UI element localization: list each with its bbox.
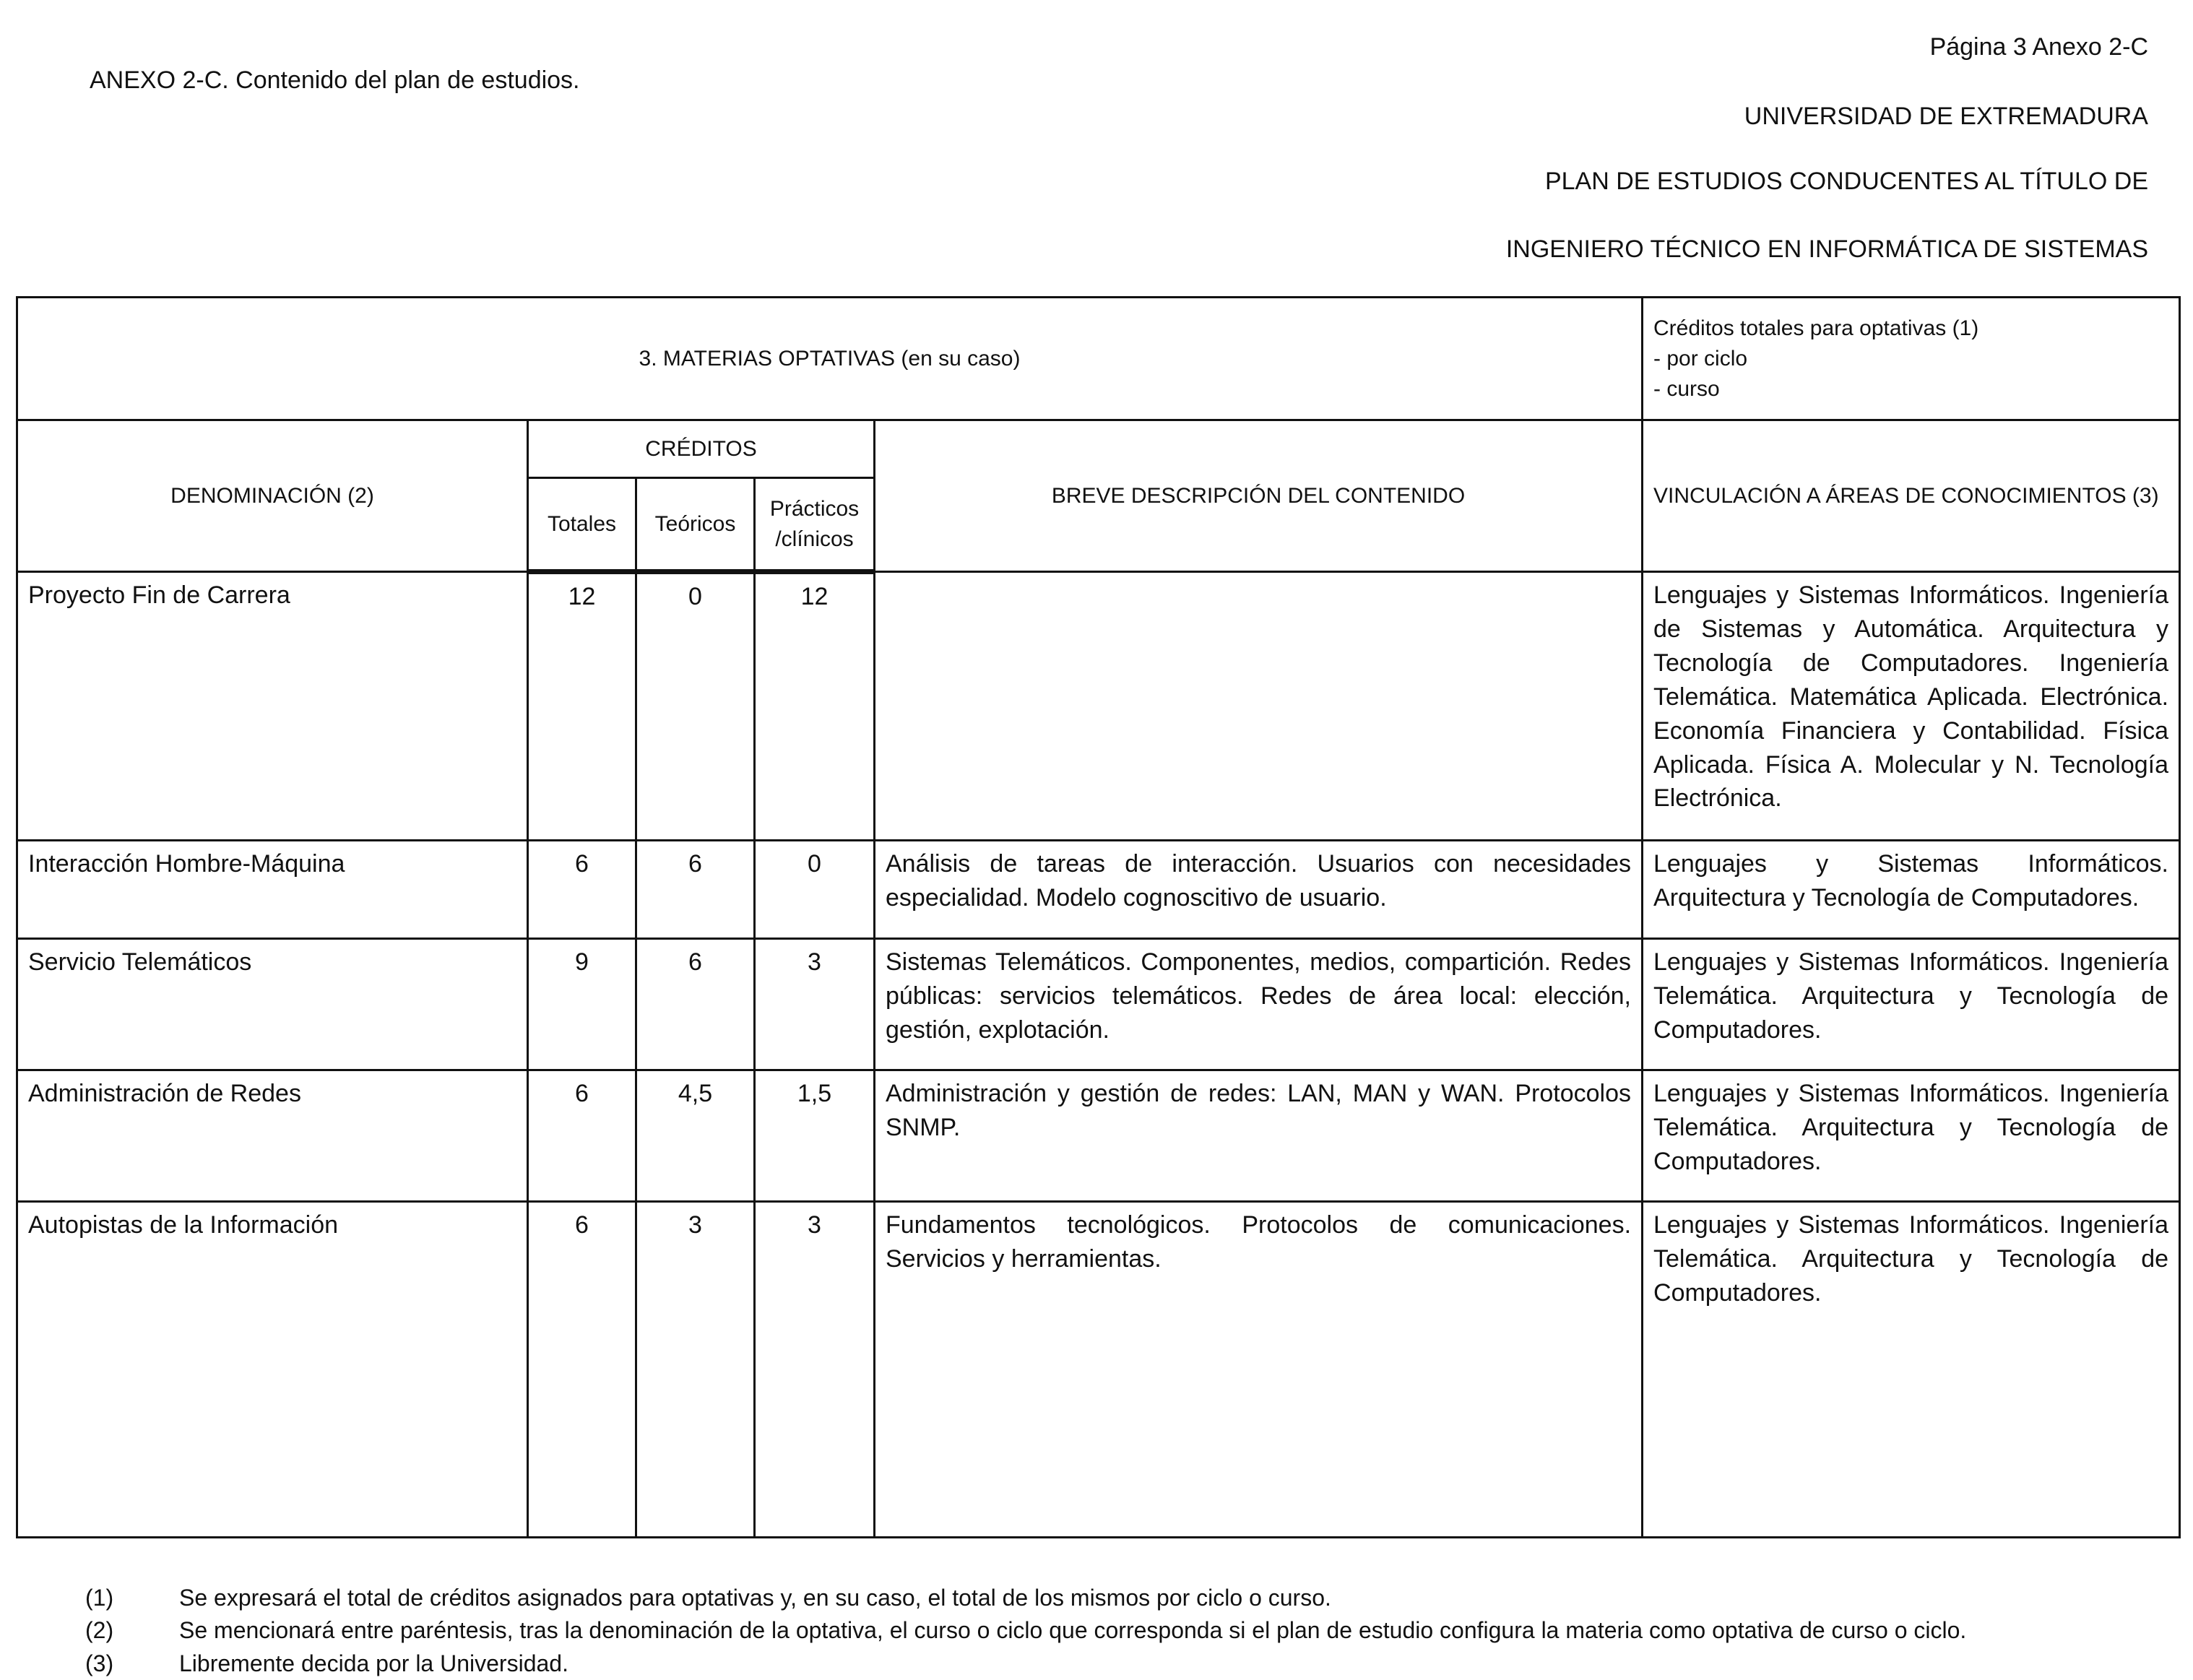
col-teoricos: Teóricos bbox=[636, 478, 755, 572]
table-row bbox=[17, 1070, 2180, 1202]
section-header-row bbox=[17, 298, 2180, 420]
credits-practical: 3 bbox=[755, 1202, 875, 1538]
totals-box-line: Créditos totales para optativas (1) bbox=[1653, 316, 1979, 340]
col-practicos-line1: Prácticos bbox=[769, 497, 860, 521]
footnote bbox=[85, 1582, 1966, 1614]
content-description: Análisis de tareas de interacción. Usuarios con necesidades especialidad. Modelo cognoscitivo de usuario. bbox=[875, 841, 1643, 939]
table-row bbox=[17, 841, 2180, 939]
annex-label: ANEXO 2-C. Contenido del plan de estudios. bbox=[90, 66, 580, 94]
table-row bbox=[17, 572, 2180, 841]
col-vinculacion: VINCULACIÓN A ÁREAS DE CONOCIMIENTOS (3) bbox=[1643, 420, 2180, 572]
column-header-row bbox=[17, 420, 2180, 478]
footnote-text: Se mencionará entre paréntesis, tras la denominación de la optativa, el curso o ciclo que corresponda si el plan de estudio configura la materia como optativa de curso o ciclo. bbox=[179, 1617, 1967, 1644]
footnote-text: Se expresará el total de créditos asignados para optativas y, en su caso, el total de los mismos por ciclo o curso. bbox=[179, 1585, 1331, 1611]
subject-name: Interacción Hombre-Máquina bbox=[17, 841, 528, 939]
subject-name: Proyecto Fin de Carrera bbox=[17, 572, 528, 841]
footnote bbox=[85, 1647, 1966, 1680]
credits-practical: 1,5 bbox=[755, 1070, 875, 1202]
footnotes bbox=[85, 1582, 1966, 1680]
knowledge-areas: Lenguajes y Sistemas Informáticos. Ingeniería Telemática. Arquitectura y Tecnología de Computadores. bbox=[1643, 1070, 2180, 1202]
credits-total: 6 bbox=[528, 1202, 636, 1538]
knowledge-areas: Lenguajes y Sistemas Informáticos. Ingeniería de Sistemas y Automática. Arquitectura y Tecnología de Computadores. Ingeniería Telemática. Matemática Aplicada. Electrónica. Economía Financiera y Contabilidad. Física Aplicada. Física A. Molecular y N. Tecnología Electrónica. bbox=[1643, 572, 2180, 841]
subject-name: Autopistas de la Información bbox=[17, 1202, 528, 1538]
content-description bbox=[875, 572, 1643, 841]
footnote-text: Libremente decida por la Universidad. bbox=[179, 1650, 568, 1676]
col-totales: Totales bbox=[528, 478, 636, 572]
knowledge-areas: Lenguajes y Sistemas Informáticos. Ingeniería Telemática. Arquitectura y Tecnología de Computadores. bbox=[1643, 939, 2180, 1070]
content-description: Sistemas Telemáticos. Componentes, medios, compartición. Redes públicas: servicios telemáticos. Redes de área local: elección, gestión, explotación. bbox=[875, 939, 1643, 1070]
knowledge-areas: Lenguajes y Sistemas Informáticos. Ingeniería Telemática. Arquitectura y Tecnología de Computadores. bbox=[1643, 1202, 2180, 1538]
credits-practical: 3 bbox=[755, 939, 875, 1070]
knowledge-areas: Lenguajes y Sistemas Informáticos. Arquitectura y Tecnología de Computadores. bbox=[1643, 841, 2180, 939]
credits-practical: 12 bbox=[755, 572, 875, 841]
credits-practical: 0 bbox=[755, 841, 875, 939]
footnote bbox=[85, 1614, 1966, 1647]
credits-total: 9 bbox=[528, 939, 636, 1070]
table-row bbox=[17, 1202, 2180, 1538]
footnote-key: (2) bbox=[85, 1617, 114, 1644]
credits-theory: 0 bbox=[636, 572, 755, 841]
table-row bbox=[17, 939, 2180, 1070]
credits-theory: 3 bbox=[636, 1202, 755, 1538]
optional-subjects-table bbox=[16, 296, 2181, 1538]
col-creditos: CRÉDITOS bbox=[528, 420, 875, 478]
footnote-key: (3) bbox=[85, 1650, 114, 1676]
credits-theory: 4,5 bbox=[636, 1070, 755, 1202]
totals-box-line: - curso bbox=[1653, 376, 1720, 401]
content-description: Administración y gestión de redes: LAN, MAN y WAN. Protocolos SNMP. bbox=[875, 1070, 1643, 1202]
totals-box bbox=[1643, 298, 2180, 420]
totals-box-line: - por ciclo bbox=[1653, 346, 1748, 371]
plan-title: PLAN DE ESTUDIOS CONDUCENTES AL TÍTULO DE bbox=[1544, 168, 2148, 195]
col-practicos bbox=[755, 478, 875, 572]
credits-total: 12 bbox=[528, 572, 636, 841]
col-descripcion: BREVE DESCRIPCIÓN DEL CONTENIDO bbox=[875, 420, 1643, 572]
credits-total: 6 bbox=[528, 841, 636, 939]
credits-total: 6 bbox=[528, 1070, 636, 1202]
footnote-key: (1) bbox=[85, 1585, 114, 1611]
page-label: Página 3 Anexo 2-C bbox=[1929, 33, 2148, 61]
degree-title: INGENIERO TÉCNICO EN INFORMÁTICA DE SISTEMAS bbox=[1505, 235, 2148, 263]
col-denominacion: DENOMINACIÓN (2) bbox=[17, 420, 528, 572]
subject-name: Servicio Telemáticos bbox=[17, 939, 528, 1070]
credits-theory: 6 bbox=[636, 939, 755, 1070]
university-name: UNIVERSIDAD DE EXTREMADURA bbox=[1744, 103, 2148, 130]
content-description: Fundamentos tecnológicos. Protocolos de comunicaciones. Servicios y herramientas. bbox=[875, 1202, 1643, 1538]
section-title: 3. MATERIAS OPTATIVAS (en su caso) bbox=[17, 298, 1643, 420]
subject-name: Administración de Redes bbox=[17, 1070, 528, 1202]
col-practicos-line2: /clínicos bbox=[775, 527, 854, 551]
credits-theory: 6 bbox=[636, 841, 755, 939]
